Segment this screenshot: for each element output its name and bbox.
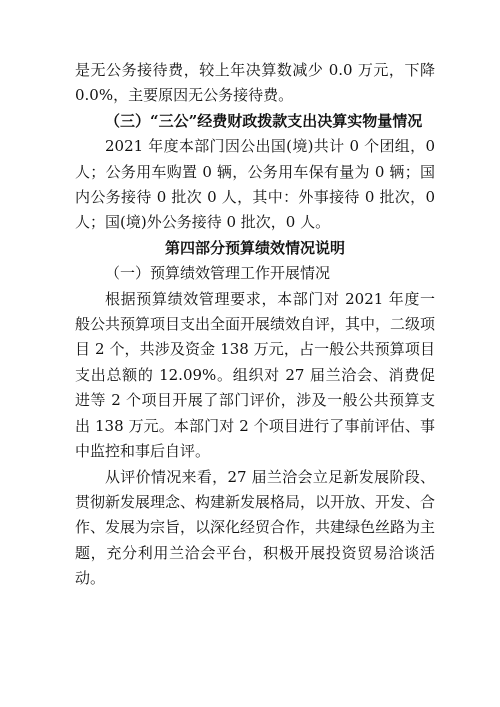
subsection-one-title: （一）预算绩效管理工作开展情况 <box>105 264 331 283</box>
paragraph-reception-fee-continued: 是无公务接待费，较上年决算数减少 0.0 万元，下降 0.0%，主要原因无公务接待费。 <box>75 61 435 105</box>
paragraph-performance-management: 根据预算绩效管理要求，本部门对 2021 年度一般公共预算项目支出全面开展绩效自评，其中，二级项目 2 个，共涉及资金 138 万元，占一般公共预算项目支出总额的 12.09%。组织对 27 届兰洽会、消费促进等 2 个项目开展了部门评价，涉及一般公共预算支出 138 万元。本部门对 2 个项目进行了事前评估、事中监控和事后自评。 <box>75 289 436 461</box>
paragraph-three-public-expenses-detail: 2021 年度本部门因公出国(境)共计 0 个团组，0 人；公务用车购置 0 辆，公务用车保有量为 0 辆；国内公务接待 0 批次 0 人，其中：外事接待 0 批次，0 人；国(境)外公务接待 0 批次，0 人。 <box>75 137 435 232</box>
paragraph-evaluation-results: 从评价情况来看，27 届兰洽会立足新发展阶段、贯彻新发展理念、构建新发展格局，以开放、开发、合作、发展为宗旨，以深化经贸合作，共建绿色丝路为主题，充分利用兰洽会平台，积极开展投资贸易洽谈活动。 <box>75 467 436 588</box>
document-page <box>75 58 435 592</box>
heading-three-public-expenses-physical: （三）“三公”经费财政拨款支出决算实物量情况 <box>105 111 423 130</box>
section-four-title: 第四部分预算绩效情况说明 <box>164 238 345 257</box>
